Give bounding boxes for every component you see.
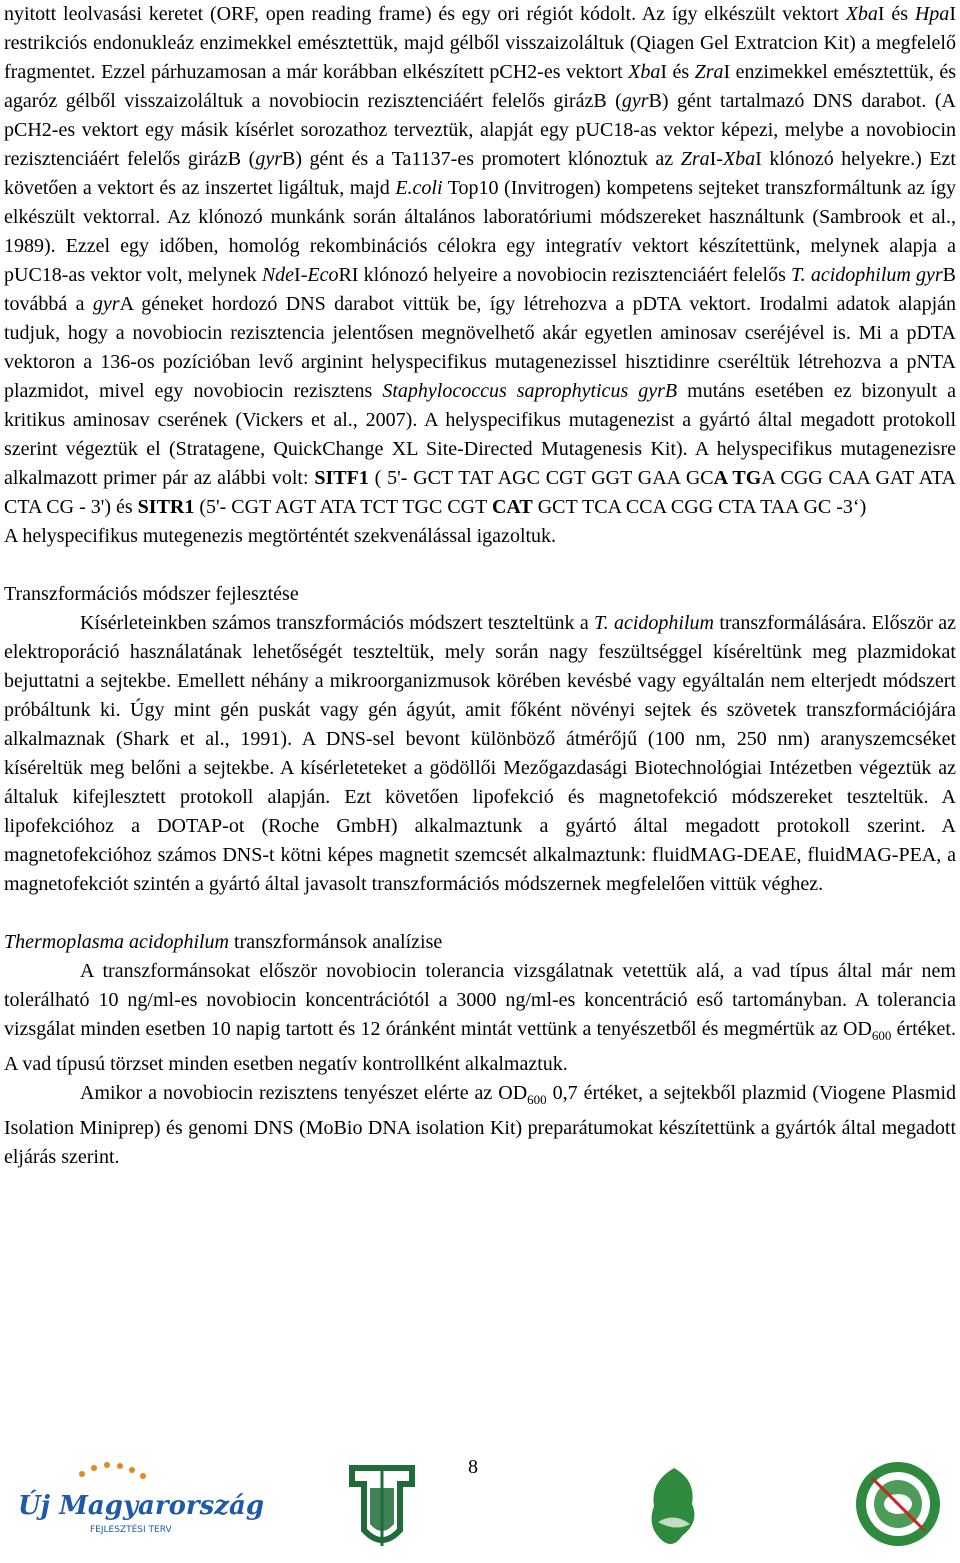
text-run: SITF1 — [314, 467, 369, 489]
text-run: Eco — [307, 264, 339, 286]
text-run: transzformálására. Először az elektroporáció használatának lehetőségét teszteltük, mely során nagy feszültséggel kíséreltünk meg plazmidokat bejuttatni a sejtekbe. Emellett néhány a mikroorganizmusok körében kevésbé vagy egyáltalán nem elterjedt módszert próbáltunk ki. Úgy mint gén puskát vagy gén ágyút, amit főként növényi sejtek és szövetek transzformációjára alkalmaznak (Shark et al., 1991). A DNS-sel bevont különböző átmérőjű (100 nm, 250 nm) aranyszemcséket kíséreltük meg belőni a sejtekbe. A kísérleteteket a gödöllői Mezőgazdasági Biotechnológiai Intézetben végeztük az általuk kifejlesztett protokoll alapján. Ezt követően lipofekció és magnetofekció módszereket teszteltük. A lipofekcióhoz a DOTAP-ot (Roche GmbH) alkalmaztunk a gyártó által megadott protokoll szerint. A magnetofekcióhoz számos DNS-t kötni képes magnetit szemcsét alkalmaztunk: fluidMAG-DEAE, fluidMAG-PEA, a magnetofekciót szintén a gyártó által javasolt transzformációs módszernek megfelelően vittük véghez. — [4, 612, 956, 895]
document-page — [4, 0, 956, 1172]
green-emblem-icon — [642, 1462, 706, 1557]
text-run: A transzformánsokat először novobiocin tolerancia vizsgálatnak vetettük alá, a vad típus által már nem tolerálható 10 ng/ml-es novobiocin koncentrációtól a 3000 ng/ml-es koncentráció eső tartományban. A tolerancia vizsgálat minden esetben 10 napig tartott és 12 óránként mintát vettünk a tenyészetből és megmértük az OD — [4, 960, 956, 1040]
text-run: I- — [709, 148, 723, 170]
text-run: Top10 (Invitrogen) kompetens sejteket transzformáltunk az így elkészült vektorral. Az klónozó munkánk során általános laboratóriumi módszereket használtunk (Sambrook et al., 1989). Ezzel egy időben, homológ rekombinációs célokra egy integratív vektort készítettünk, melynek alapja a pUC18-as vektor volt, melynek — [4, 177, 956, 286]
paragraph-tolerance-test — [4, 957, 956, 1079]
text-run: Nde — [261, 264, 295, 286]
text-run: SITR1 — [137, 496, 195, 518]
paragraph-transformation-methods — [4, 609, 956, 899]
text-run: 600 — [871, 1028, 892, 1043]
text-run: értéket. A vad típusú törzset minden esetben negatív kontrollként alkalmaztuk. — [4, 1018, 956, 1075]
university-crest-icon — [340, 1460, 424, 1555]
heading-species-name: Thermoplasma acidophilum — [4, 931, 229, 953]
page-number: 8 — [468, 1456, 478, 1478]
text-run: 600 — [527, 1092, 547, 1107]
text-run: T. acidophilum — [594, 612, 714, 634]
text-run: Zra — [680, 148, 710, 170]
text-run: mutáns esetében ez bizonyult a kritikus aminosav cserének (Vickers et al., 2007). A helyspecifikus mutagenezist a gyártó által megadott protokoll szerint végeztük el (Stratagene, QuickChange XL Site-Directed Mutagenesis Kit). A helyspecifikus mutagenezisre alkalmazott primer pár az alábbi volt: — [4, 380, 956, 489]
paragraph-sequencing-confirmation: A helyspecifikus mutegenezis megtörténtét szekvenálással igazoltuk. — [4, 525, 557, 547]
text-run: gyr — [255, 148, 282, 170]
text-run: I- — [294, 264, 308, 286]
text-run: 0,7 értéket, a sejtekből plazmid (Viogene Plasmid Isolation Miniprep) és genomi DNS (MoBio DNA isolation Kit) preparátumokat készítettünk a gyártók által megadott eljárás szerint. — [4, 1082, 957, 1168]
text-run: RI klónozó helyeire a novobiocin rezisztenciáért felelős — [338, 264, 792, 286]
text-run: T. acidophilum gyr — [791, 264, 943, 286]
text-run: nyitott leolvasási keretet (ORF, open reading frame) és egy ori régiót kódolt. Az így elkészült vektort — [4, 3, 846, 25]
heading-rest: transzformánsok analízise — [229, 931, 443, 953]
text-run: (5'- CGT AGT ATA TCT TGC CGT — [194, 496, 492, 518]
text-run: E.coli — [395, 177, 443, 199]
text-run: I és — [660, 61, 695, 83]
text-run: Amikor a novobiocin rezisztens tenyészet elérte az OD — [80, 1082, 528, 1104]
institute-seal-icon — [852, 1458, 944, 1553]
text-run: Xba — [845, 3, 878, 25]
section-heading-transformation: Transzformációs módszer fejlesztése — [4, 583, 299, 605]
text-run: Kísérleteinkben számos transzformációs módszert teszteltünk a — [80, 612, 595, 634]
text-run: B) gént tartalmazó DNS darabot. (A pCH2-es vektort egy másik kísérlet sorozathoz terveztük, alapját egy pUC18-as vektor képezi, melybe a novobiocin rezisztenciáért felelős girázB ( — [4, 90, 956, 170]
text-run: A CGG CAA GAT ATA CTA CG - 3') és — [4, 467, 957, 518]
logo-title: Új Magyarország — [18, 1491, 265, 1521]
text-run: GCT TCA CCA CGG CTA TAA GC -3‘) — [532, 496, 867, 518]
text-run: Xba — [722, 148, 756, 170]
logo-subtitle: FEJLESZTÉSI TERV — [90, 1525, 172, 1535]
text-run: gyr — [621, 90, 649, 112]
text-run: I enzimekkel emésztettük, és agaróz gélből visszaizoláltuk a novobiocin rezisztenciáért felelős girázB ( — [4, 61, 956, 112]
text-run: B továbbá a — [4, 264, 956, 315]
paragraph-plasmid-prep — [4, 1079, 956, 1172]
text-run: CAT — [491, 496, 533, 518]
text-run: A TG — [713, 467, 762, 489]
section-heading-analysis — [4, 928, 956, 957]
text-run: Zra — [694, 61, 724, 83]
text-run: I és — [877, 3, 915, 25]
text-run: ( 5'- GCT TAT AGC CGT GGT GAA GC — [368, 467, 714, 489]
text-run: Hpa — [914, 3, 950, 25]
text-run: gyr — [92, 293, 120, 315]
text-run: A géneket hordozó DNS darabot vittük be, így létrehozva a pDTA vektort. Irodalmi adatok alapján tudjuk, hogy a novobiocin rezisztencia jelentősen megnövelhető akár egyetlen aminosav cseréjével is. Mi a pDTA vektoron a 136-os pozícióban levő arginint helyspecifikus mutagenezissel hisztidinre cseréltük létrehozva a pNTA plazmidot, mivel egy novobiocin rezisztens — [4, 293, 956, 402]
uj-magyarorszag-logo — [12, 1456, 265, 1551]
logo-stars-icon — [79, 1462, 146, 1479]
text-run: Staphylococcus saprophyticus gyrB — [382, 380, 678, 402]
text-run: I restrikciós endonukleáz enzimekkel emésztettük, majd gélből visszaizoláltuk (Qiagen Gel Extratcion Kit) a megfelelő fragmentet. Ezzel párhuzamosan a már korábban elkészített pCH2-es vektort — [4, 3, 956, 83]
text-run: Xba — [628, 61, 661, 83]
text-run: I klónozó helyekre.) Ezt követően a vektort és az inszertet ligáltuk, majd — [4, 148, 956, 199]
paragraph-methods-cloning — [4, 0, 956, 522]
text-run: B) gént és a Ta1137-es promotert klónoztuk az — [282, 148, 681, 170]
